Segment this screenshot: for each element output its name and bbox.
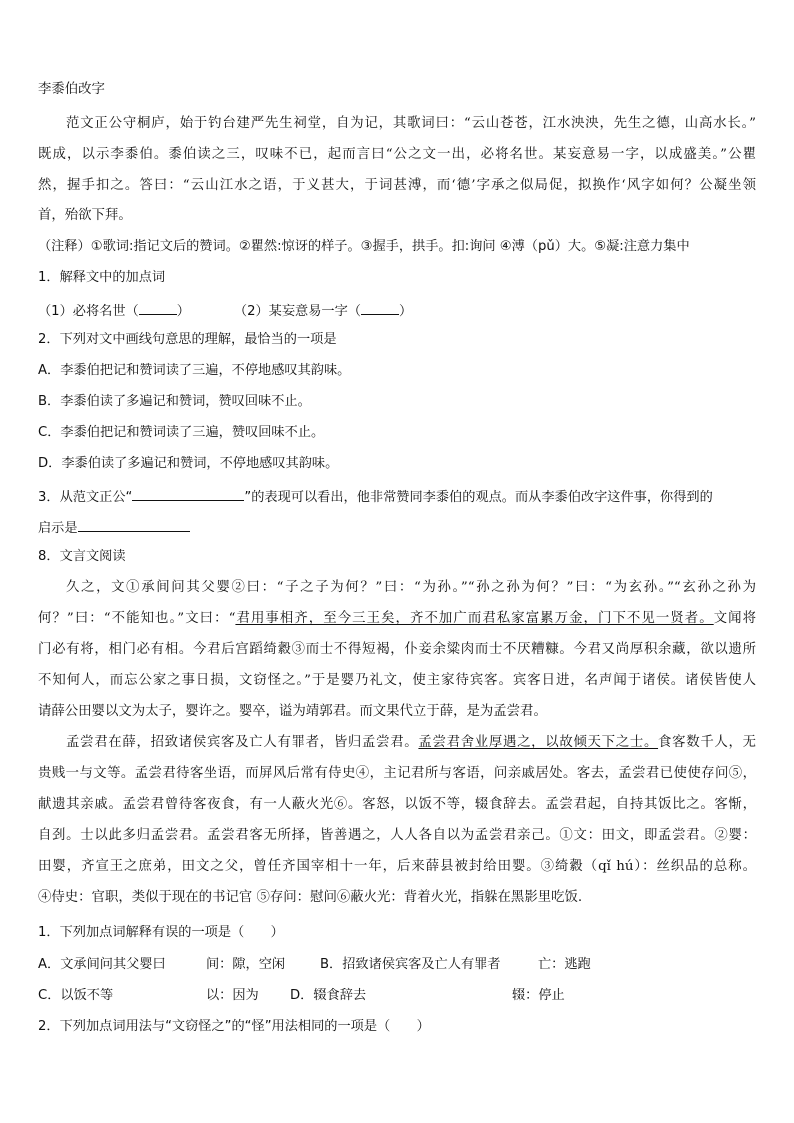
section-heading: 8．文言文阅读	[38, 549, 126, 564]
passage-text: 何？”曰：“不能知也。”文曰：“	[38, 611, 236, 626]
question-items	[38, 299, 412, 322]
passage-line: 门必有将，相门必有相。今君后宫蹈绮縠③而士不得短褐，仆妾余粱肉而士不厌糟糠。今君又尚厚积余藏，欲以遗所	[38, 642, 756, 657]
passage-line: 范文正公守桐庐，始于钓台建严先生祠堂，自为记，其歌词曰：“云山苍苍，江水泱泱，先生之德，山高水长。”	[66, 116, 756, 131]
question-stem: 1．下列加点词解释有误的一项是（ ）	[38, 925, 284, 940]
passage-text: 文闻将	[713, 611, 756, 626]
question-stem-cont	[38, 516, 190, 539]
passage-note: （注释）①歌词:指记文后的赞词。②瞿然:惊讶的样子。③握手，拱手。扣:询问 ④溥（pǔ）大。⑤凝:注意力集中	[38, 239, 690, 254]
question-stem: 2．下列对文中画线句意思的理解，最恰当的一项是	[38, 332, 337, 347]
option-d-gloss: 辍：停止	[512, 988, 565, 1003]
option-d: D．李黍伯读了多遍记和赞词，不停地感叹其韵味。	[38, 456, 339, 471]
passage-line: 既成，以示李黍伯。黍伯读之三，叹味不已，起而言曰“公之文一出，必将名世。某妄意易一字，以成盛美。”公瞿	[38, 147, 756, 162]
passage-line: ④侍史：官职，类似于现在的书记官 ⑤存问：慰问⑥蔽火光：背着火光，指躲在黑影里吃饭.	[38, 890, 583, 905]
passage-line: 献遗其亲戚。孟尝君曾待客夜食，有一人蔽火光⑥。客怒，以饭不等，辍食辞去。孟尝君起，自持其饭比之。客惭，	[38, 797, 756, 812]
option-a: A．李黍伯把记和赞词读了三遍，不停地感叹其韵味。	[38, 363, 351, 378]
option-b: B．招致诸侯宾客及亡人有罪者	[320, 957, 501, 972]
question-stem	[38, 485, 713, 508]
stem-text: 3．从范文正公“	[38, 490, 133, 505]
stem-text: 启示是	[38, 521, 78, 536]
question-stem: 1．解释文中的加点词	[38, 270, 166, 285]
option-d: D．辍食辞去	[290, 988, 367, 1003]
passage-text: 食客数千人，无	[658, 735, 757, 750]
underlined-sentence: 孟尝君舍业厚遇之，以故倾天下之士。	[418, 735, 659, 750]
option-b-gloss: 亡：逃跑	[538, 957, 591, 972]
passage-title: 李黍伯改字	[38, 82, 105, 97]
item-text: （2）某妄意易一字（	[233, 304, 361, 319]
answer-blank[interactable]	[78, 516, 190, 532]
passage-line: 然，握手扣之。答曰：“云山江水之语，于义甚大，于词甚溥，而‘德’字承之似局促，拟换作‘风字如何？公凝坐领	[38, 178, 756, 193]
answer-blank[interactable]	[132, 485, 244, 501]
option-b: B．李黍伯读了多遍记和赞词，赞叹回味不止。	[38, 394, 311, 409]
passage-line	[66, 733, 756, 753]
passage-line: 不知何人，而忘公家之事日损，文窃怪之。”于是婴乃礼文，使主家待宾客。宾客日进，名声闻于诸侯。诸侯皆使人	[38, 673, 756, 688]
passage-line: 首，殆欲下拜。	[38, 208, 132, 223]
option-c-gloss: 以：因为	[206, 988, 259, 1003]
passage-line: 自刭。士以此多归孟尝君。孟尝君客无所择，皆善遇之，人人各自以为孟尝君亲己。①文：田文，即孟尝君。②婴：	[38, 828, 756, 843]
answer-blank[interactable]	[139, 299, 177, 315]
question-stem: 2．下列加点词用法与“文窃怪之”的“怪”用法相同的一项是（ ）	[38, 1019, 430, 1034]
item-text: ）	[398, 304, 413, 319]
option-c: C．李黍伯把记和赞词读了三遍，赞叹回味不止。	[38, 425, 325, 440]
passage-line: 请薛公田婴以文为太子，婴许之。婴卒，谥为靖郭君。而文果代立于薛，是为孟尝君。	[38, 704, 547, 719]
passage-line	[38, 609, 756, 629]
passage-text: 孟尝君在薛，招致诸侯宾客及亡人有罪者，皆归孟尝君。	[66, 735, 419, 750]
item-text: ）	[176, 304, 190, 319]
answer-blank[interactable]	[361, 299, 399, 315]
option-a: A．文承间问其父婴曰	[38, 957, 166, 972]
passage-line: 贵贱一与文等。孟尝君待客坐语，而屏风后常有侍史④，主记君所与客语，问亲戚居处。客去，孟尝君已使使存问⑤，	[38, 766, 756, 781]
item-text: （1）必将名世（	[38, 304, 139, 319]
stem-text: ”的表现可以看出，他非常赞同李黍伯的观点。而从李黍伯改字这件事，你得到的	[244, 490, 713, 505]
passage-line: 田婴，齐宣王之庶弟，田文之父，曾任齐国宰相十一年，后来薛县被封给田婴。③绮縠（qǐ hú）：丝织品的总称。	[38, 859, 756, 874]
passage-line: 久之，文①承间问其父婴②曰：“子之子为何？”曰：“为孙。”“孙之孙为何？”曰：“为玄孙。”“玄孙之孙为	[66, 580, 756, 595]
underlined-sentence: 君用事相齐，至今三王矣，齐不加广而君私家富累万金，门下不见一贤者。	[235, 611, 714, 626]
option-a-gloss: 间：隙，空闲	[206, 957, 286, 972]
option-c: C．以饭不等	[38, 988, 114, 1003]
